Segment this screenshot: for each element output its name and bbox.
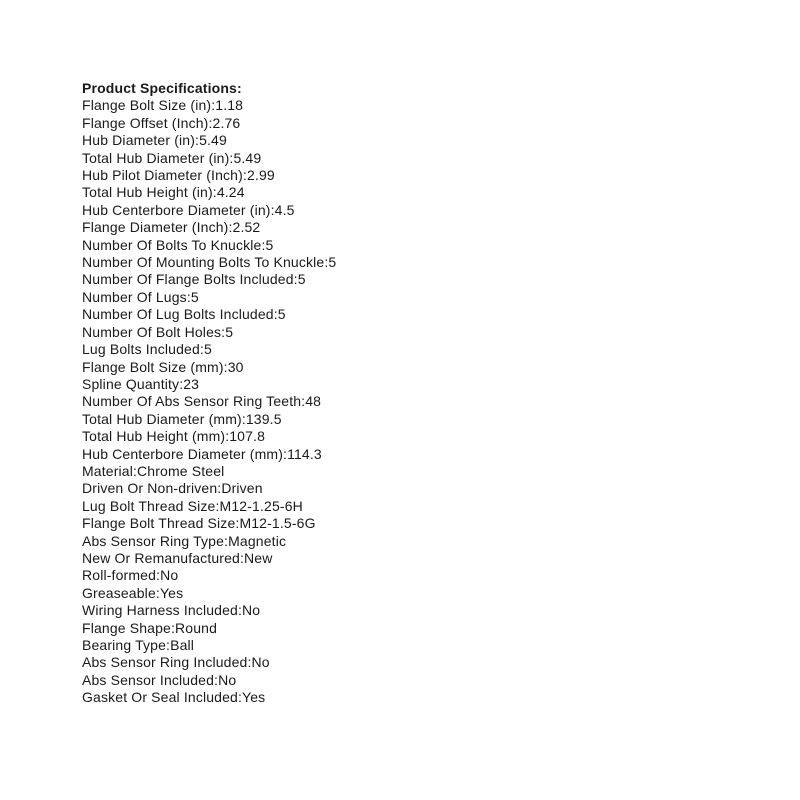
spec-label: Bearing Type bbox=[82, 637, 167, 653]
spec-label: Flange Offset (Inch) bbox=[82, 114, 209, 131]
spec-line bbox=[82, 167, 336, 184]
spec-line bbox=[82, 359, 336, 376]
spec-line bbox=[82, 411, 336, 428]
spec-separator: : bbox=[208, 114, 213, 131]
spec-value: 4.5 bbox=[274, 201, 295, 218]
spec-separator: : bbox=[186, 288, 191, 305]
spec-label: Total Hub Height (in) bbox=[82, 184, 213, 201]
spec-separator: : bbox=[228, 219, 233, 236]
spec-value: M12-1.25-6H bbox=[219, 497, 303, 514]
spec-line bbox=[82, 271, 336, 288]
spec-label: Roll-formed bbox=[82, 567, 157, 584]
spec-label: Hub Centerbore Diameter (in) bbox=[82, 201, 271, 218]
specs-block bbox=[82, 80, 336, 707]
spec-value: 5 bbox=[328, 254, 337, 271]
spec-label: Abs Sensor Ring Included bbox=[82, 654, 248, 671]
spec-label: Flange Bolt Size (in) bbox=[82, 97, 212, 114]
spec-value: 2.52 bbox=[232, 219, 261, 236]
spec-value: 5 bbox=[297, 271, 306, 288]
spec-value: Magnetic bbox=[228, 532, 287, 549]
spec-label: Flange Bolt Size (mm) bbox=[82, 358, 224, 375]
spec-separator: : bbox=[214, 671, 219, 688]
spec-separator: : bbox=[237, 602, 243, 619]
spec-line bbox=[82, 341, 336, 358]
spec-line bbox=[82, 115, 336, 132]
spec-value: 5 bbox=[190, 288, 199, 305]
spec-value: 5.49 bbox=[199, 132, 227, 149]
spec-separator: : bbox=[156, 567, 161, 584]
spec-value: 1.18 bbox=[215, 97, 244, 114]
spec-line bbox=[82, 132, 336, 149]
spec-value: 114.3 bbox=[287, 445, 322, 462]
spec-list bbox=[82, 97, 336, 706]
spec-label: Lug Bolt Thread Size bbox=[82, 497, 216, 514]
spec-separator: : bbox=[170, 619, 176, 636]
spec-separator: : bbox=[133, 462, 138, 479]
spec-separator: : bbox=[270, 201, 275, 218]
spec-line bbox=[82, 254, 336, 271]
spec-value: Yes bbox=[242, 689, 266, 706]
spec-value: Round bbox=[175, 619, 218, 636]
spec-label: Number Of Bolts To Knuckle bbox=[82, 236, 262, 253]
spec-line bbox=[82, 654, 336, 671]
spec-line bbox=[82, 585, 336, 602]
spec-separator: : bbox=[237, 689, 243, 706]
spec-label: Lug Bolts Included bbox=[82, 341, 200, 358]
spec-separator: : bbox=[273, 306, 278, 323]
spec-label: Spline Quantity bbox=[82, 375, 180, 392]
spec-value: Ball bbox=[170, 637, 195, 653]
spec-label: Total Hub Diameter (in) bbox=[82, 149, 230, 166]
spec-separator: : bbox=[179, 375, 184, 392]
spec-value: No bbox=[251, 654, 270, 671]
spec-separator: : bbox=[212, 184, 217, 201]
spec-value: 2.99 bbox=[246, 167, 275, 184]
spec-label: Hub Diameter (in) bbox=[82, 132, 196, 149]
spec-line bbox=[82, 463, 336, 480]
spec-label: Number Of Lugs bbox=[82, 288, 187, 305]
spec-separator: : bbox=[242, 167, 247, 184]
spec-value: 5 bbox=[265, 236, 274, 253]
spec-line bbox=[82, 637, 336, 654]
spec-separator: : bbox=[224, 532, 229, 549]
spec-label: Material bbox=[82, 462, 133, 479]
spec-label: Hub Centerbore Diameter (mm) bbox=[82, 445, 284, 462]
spec-value: M12-1.5-6G bbox=[239, 515, 316, 532]
spec-separator: : bbox=[324, 254, 329, 271]
spec-line bbox=[82, 498, 336, 515]
spec-value: 48 bbox=[305, 393, 322, 410]
spec-value: Driven bbox=[221, 480, 263, 497]
spec-value: 5.49 bbox=[233, 149, 262, 166]
spec-line bbox=[82, 533, 336, 550]
spec-value: 2.76 bbox=[212, 114, 241, 131]
spec-line bbox=[82, 672, 336, 689]
spec-label: Wiring Harness Included bbox=[82, 602, 238, 619]
spec-value: No bbox=[242, 602, 261, 619]
spec-value: Yes bbox=[159, 584, 184, 601]
spec-separator: : bbox=[217, 480, 222, 497]
spec-separator: : bbox=[235, 515, 240, 532]
spec-line bbox=[82, 219, 336, 236]
spec-separator: : bbox=[241, 410, 246, 427]
spec-line bbox=[82, 620, 336, 637]
spec-line bbox=[82, 480, 336, 497]
spec-label: Gasket Or Seal Included bbox=[82, 689, 238, 706]
spec-separator: : bbox=[301, 393, 306, 410]
spec-value: 107.8 bbox=[229, 428, 266, 445]
spec-value: No bbox=[160, 567, 179, 584]
spec-line bbox=[82, 428, 336, 445]
spec-line bbox=[82, 446, 336, 463]
spec-value: 30 bbox=[227, 358, 244, 375]
spec-label: New Or Remanufactured bbox=[82, 549, 240, 566]
spec-value: No bbox=[218, 671, 237, 688]
spec-separator: : bbox=[166, 637, 171, 653]
spec-label: Number Of Mounting Bolts To Knuckle bbox=[82, 254, 325, 271]
spec-separator: : bbox=[155, 584, 160, 601]
spec-value: 23 bbox=[183, 375, 200, 392]
spec-label: Greaseable bbox=[82, 584, 156, 601]
spec-value: 5 bbox=[277, 306, 286, 323]
spec-separator: : bbox=[240, 549, 245, 566]
spec-label: Total Hub Height (mm) bbox=[82, 428, 226, 445]
spec-value: 139.5 bbox=[245, 410, 282, 427]
spec-line bbox=[82, 602, 336, 619]
spec-label: Flange Shape bbox=[82, 619, 171, 636]
spec-separator: : bbox=[247, 654, 252, 671]
spec-line bbox=[82, 376, 336, 393]
spec-label: Number Of Lug Bolts Included bbox=[82, 306, 274, 323]
spec-separator: : bbox=[283, 445, 288, 462]
spec-line bbox=[82, 324, 336, 341]
spec-line bbox=[82, 237, 336, 254]
spec-value: 5 bbox=[225, 323, 234, 340]
spec-label: Hub Pilot Diameter (Inch) bbox=[82, 167, 243, 184]
spec-value: 5 bbox=[203, 341, 212, 358]
spec-line bbox=[82, 97, 336, 114]
spec-line bbox=[82, 289, 336, 306]
specs-heading: Product Specifications: bbox=[82, 80, 242, 96]
spec-line bbox=[82, 202, 336, 219]
spec-label: Driven Or Non-driven bbox=[82, 480, 218, 497]
spec-label: Abs Sensor Ring Type bbox=[82, 532, 225, 549]
spec-label: Number Of Bolt Holes bbox=[82, 323, 222, 340]
spec-line bbox=[82, 150, 336, 167]
spec-label: Flange Diameter (Inch) bbox=[82, 219, 229, 236]
spec-line bbox=[82, 550, 336, 567]
spec-line bbox=[82, 393, 336, 410]
spec-label: Number Of Abs Sensor Ring Teeth bbox=[82, 393, 302, 410]
spec-separator: : bbox=[293, 271, 298, 288]
spec-line bbox=[82, 306, 336, 323]
spec-separator: : bbox=[211, 97, 216, 114]
spec-line bbox=[82, 689, 336, 706]
spec-separator: : bbox=[199, 341, 204, 358]
spec-label: Abs Sensor Included bbox=[82, 671, 215, 688]
spec-separator: : bbox=[223, 358, 228, 375]
spec-line bbox=[82, 184, 336, 201]
spec-value: New bbox=[244, 549, 273, 566]
spec-separator: : bbox=[261, 236, 266, 253]
spec-separator: : bbox=[195, 132, 200, 149]
spec-value: 4.24 bbox=[216, 184, 245, 201]
spec-line bbox=[82, 515, 336, 532]
spec-separator: : bbox=[215, 497, 220, 514]
spec-label: Total Hub Diameter (mm) bbox=[82, 410, 242, 427]
spec-value: Chrome Steel bbox=[137, 462, 225, 479]
spec-line bbox=[82, 567, 336, 584]
spec-separator: : bbox=[229, 149, 234, 166]
spec-label: Number Of Flange Bolts Included bbox=[82, 271, 294, 288]
spec-separator: : bbox=[221, 323, 226, 340]
spec-label: Flange Bolt Thread Size bbox=[82, 515, 236, 532]
spec-separator: : bbox=[225, 428, 230, 445]
